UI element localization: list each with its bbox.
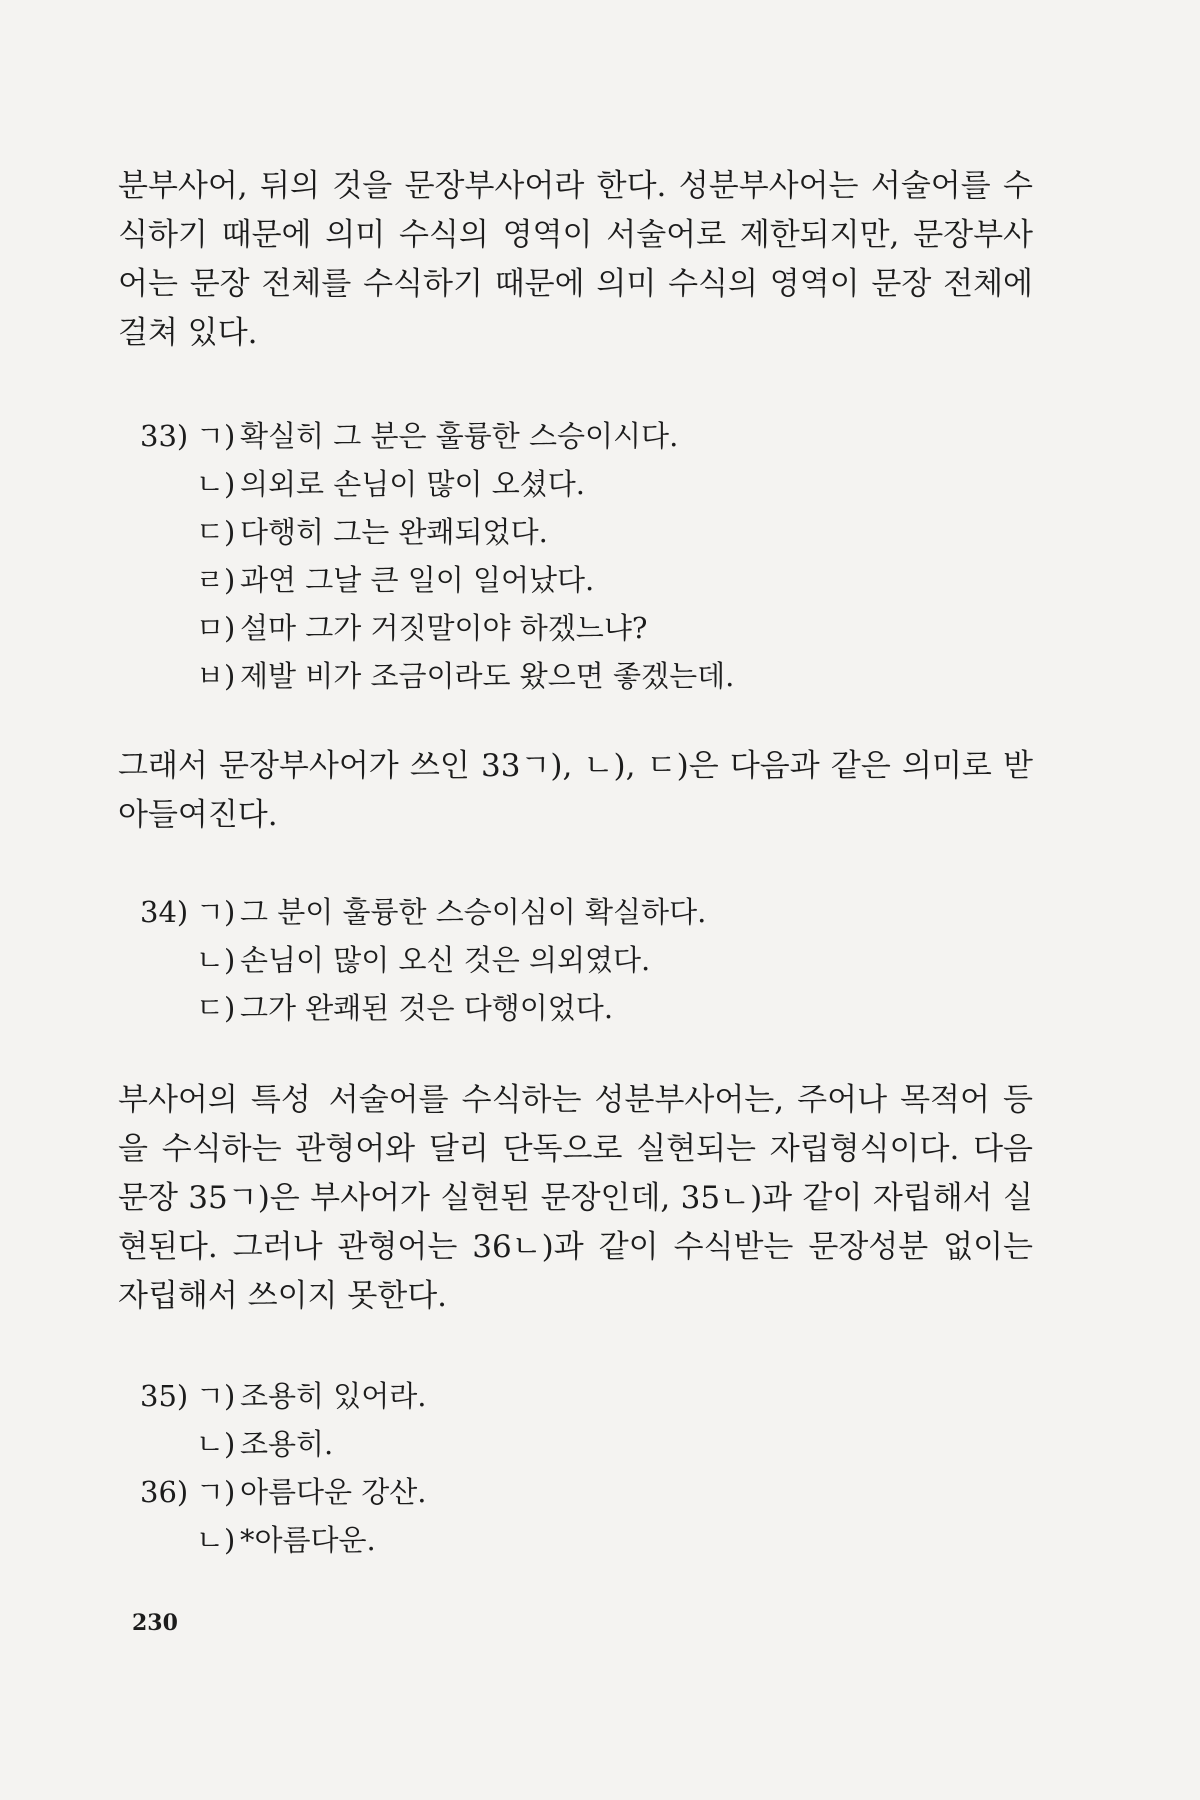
example-letter: ㄱ) [196, 419, 236, 453]
example-row [140, 1420, 427, 1468]
example-row [140, 652, 734, 700]
example-number: 35) [140, 1379, 189, 1413]
example-number: 33) [140, 419, 189, 453]
example-letter: ㄴ) [196, 1523, 236, 1557]
example-letter: ㄷ) [196, 991, 236, 1025]
example-row [140, 1516, 427, 1564]
example-text: 확실히 그 분은 훌륭한 스승이시다. [240, 419, 679, 453]
example-row [140, 1468, 427, 1516]
example-text: 조용히. [240, 1427, 334, 1461]
example-letter: ㄴ) [196, 1427, 236, 1461]
example-36 [140, 1468, 427, 1564]
example-letter: ㄷ) [196, 515, 236, 549]
example-letter: ㄱ) [196, 1379, 236, 1413]
example-text: 조용히 있어라. [240, 1379, 427, 1413]
section-term: 부사어의 특성 [118, 1082, 311, 1118]
paragraph-1-text: 분부사어, 뒤의 것을 문장부사어라 한다. 성분부사어는 서술어를 수식하기 때문에 의미 수식의 영역이 서술어로 제한되지만, 문장부사어는 문장 전체를 수식하기 때문에 의미 수식의 영역이 문장 전체에 걸쳐 있다. [118, 168, 1033, 351]
example-number: 36) [140, 1475, 189, 1509]
example-text: 아름다운 강산. [240, 1475, 427, 1509]
example-letter: ㅂ) [196, 659, 236, 693]
example-row [140, 508, 734, 556]
example-row [140, 984, 706, 1032]
example-letter: ㄴ) [196, 943, 236, 977]
example-row [140, 888, 706, 936]
example-text: 제발 비가 조금이라도 왔으면 좋겠는데. [240, 659, 735, 693]
example-text: 설마 그가 거짓말이야 하겠느냐? [240, 611, 648, 645]
example-row [140, 936, 706, 984]
example-text: 의외로 손님이 많이 오셨다. [240, 467, 586, 501]
example-letter: ㅁ) [196, 611, 236, 645]
paragraph-2-text: 그래서 문장부사어가 쓰인 33ㄱ), ㄴ), ㄷ)은 다음과 같은 의미로 받아들여진다. [118, 748, 1033, 833]
example-row [140, 556, 734, 604]
paragraph-3-text: 서술어를 수식하는 성분부사어는, 주어나 목적어 등을 수식하는 관형어와 달리 단독으로 실현되는 자립형식이다. 다음 문장 35ㄱ)은 부사어가 실현된 문장인데, 35ㄴ)과 같이 자립해서 실현된다. 그러나 관형어는 36ㄴ)과 같이 수식받는 문장성분 없이는 자립해서 쓰이지 못한다. [118, 1082, 1033, 1314]
example-text: 과연 그날 큰 일이 일어났다. [240, 563, 595, 597]
example-row [140, 604, 734, 652]
example-row [140, 460, 734, 508]
example-text: *아름다운. [240, 1523, 376, 1557]
example-letter: ㄹ) [196, 563, 236, 597]
example-33 [140, 412, 734, 700]
paragraph-3 [118, 1076, 1033, 1321]
example-letter: ㄴ) [196, 467, 236, 501]
example-35 [140, 1372, 427, 1468]
paragraph-2 [118, 742, 1033, 840]
page-number: 230 [132, 1610, 178, 1636]
example-row [140, 1372, 427, 1420]
example-text: 다행히 그는 완쾌되었다. [240, 515, 548, 549]
paragraph-1 [118, 162, 1033, 358]
example-number: 34) [140, 895, 189, 929]
example-text: 그가 완쾌된 것은 다행이었다. [240, 991, 614, 1025]
example-row [140, 412, 734, 460]
example-text: 그 분이 훌륭한 스승이심이 확실하다. [240, 895, 707, 929]
example-letter: ㄱ) [196, 895, 236, 929]
example-text: 손님이 많이 오신 것은 의외였다. [240, 943, 651, 977]
example-letter: ㄱ) [196, 1475, 236, 1509]
example-34 [140, 888, 706, 1032]
